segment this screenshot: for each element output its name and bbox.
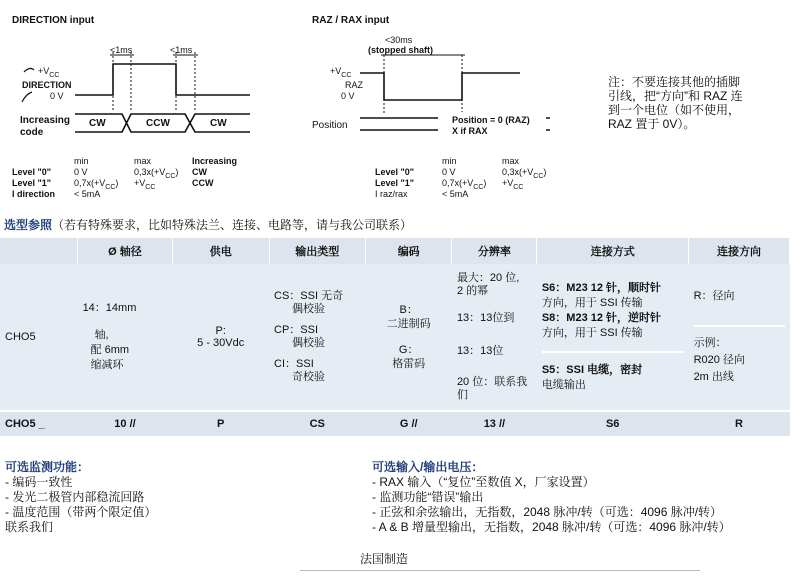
direction-label: DIRECTION [22,80,72,90]
header-shaft: Ø 轴径 [78,238,173,264]
increasing-code-label: Increasing code [20,115,71,138]
header-output: 输出类型 [269,238,365,264]
raz-label: RAZ [345,80,363,90]
raz-timing: <30ms [385,35,413,45]
selection-title: 选型参照（若有特殊要求，比如特殊法兰、连接、电路等，请与我公司联系） [4,218,413,232]
made-in-france: 法国制造 [360,552,409,566]
header-resolution: 分辨率 [452,238,537,264]
resolution-cell: 最大：20 位, 2 的幂 13：13位到 13：13位 20 位：联系我们 [452,264,537,411]
table-header-row [0,238,790,264]
code-cw-2: CW [210,118,227,129]
position-label: Position [312,120,348,131]
direction-input-title: DIRECTION input [12,15,95,26]
zero-volt-label: 0 V [50,91,64,101]
ordering-code-row: CHO5 _ 10 // P CS G // 13 // S6 R [0,411,790,436]
direction-cell: R：径向 示例： R020 径向 2m 出线 [689,264,790,411]
code-ccw: CCW [146,118,170,129]
raz-vcc-label: $+V_{CC}$ [330,66,352,79]
raz-zero-label: 0 V [341,91,355,101]
connection-cell: S6：M23 12 针，顺时针 方向，用于 SSI 传输 S8：M23 12 针，逆时针 方向，用于 SSI 传输 S5：SSI 电缆，密封 电缆输出 [537,264,689,411]
wiring-note: 注：不要连接其他的插脚 引线，把“方向”和 RAZ 连 到一个电位（如不使用， RAZ 置于 0V）。 [608,75,743,131]
header-supply: 供电 [172,238,269,264]
position-box: Position = 0 (RAZ) X if RAX [452,115,530,136]
header-direction: 连接方向 [689,238,790,264]
output-cell: CS：SSI 无奇 偶校验 CP：SSI 偶校验 CI：SSI 奇校验 [269,264,365,411]
supply-cell: P: 5 - 30Vdc [172,264,269,411]
footer-divider [300,570,700,571]
timing-t1: <1ms [110,45,133,55]
options-voltage: 可选输入/输出电压： - RAX 输入（“复位”至数值 X，厂家设置） - 监测功能“错误”输出 - 正弦和余弦输出，无指数，2048 脉冲/转（可选：4096 脉冲/转） - A & B 增量型输出，无指数，2048 脉冲/转（可选：4096 脉冲/转） [372,460,731,534]
table-body-row [0,264,790,411]
vcc-label: $+V_{CC}$ [38,66,60,79]
options-monitoring: 可选监测功能： - 编码一致性 - 发光二极管内部稳流回路 - 温度范围（带两个限定值） 联系我们 [5,460,157,534]
header-code: 编码 [365,238,451,264]
code-cell: B： 二进制码 G： 格雷码 [365,264,451,411]
shaft-cell: 14：14mm 轴, 配 6mm 缩减环 [78,264,173,411]
raz-input-title: RAZ / RAX input [312,15,390,26]
code-cw-1: CW [89,118,106,129]
timing-t2: <1ms [170,45,193,55]
model-cell: CHO5 [0,264,78,411]
header-connection: 连接方式 [537,238,689,264]
selection-table [0,238,790,436]
stopped-shaft: (stopped shaft) [368,45,433,55]
